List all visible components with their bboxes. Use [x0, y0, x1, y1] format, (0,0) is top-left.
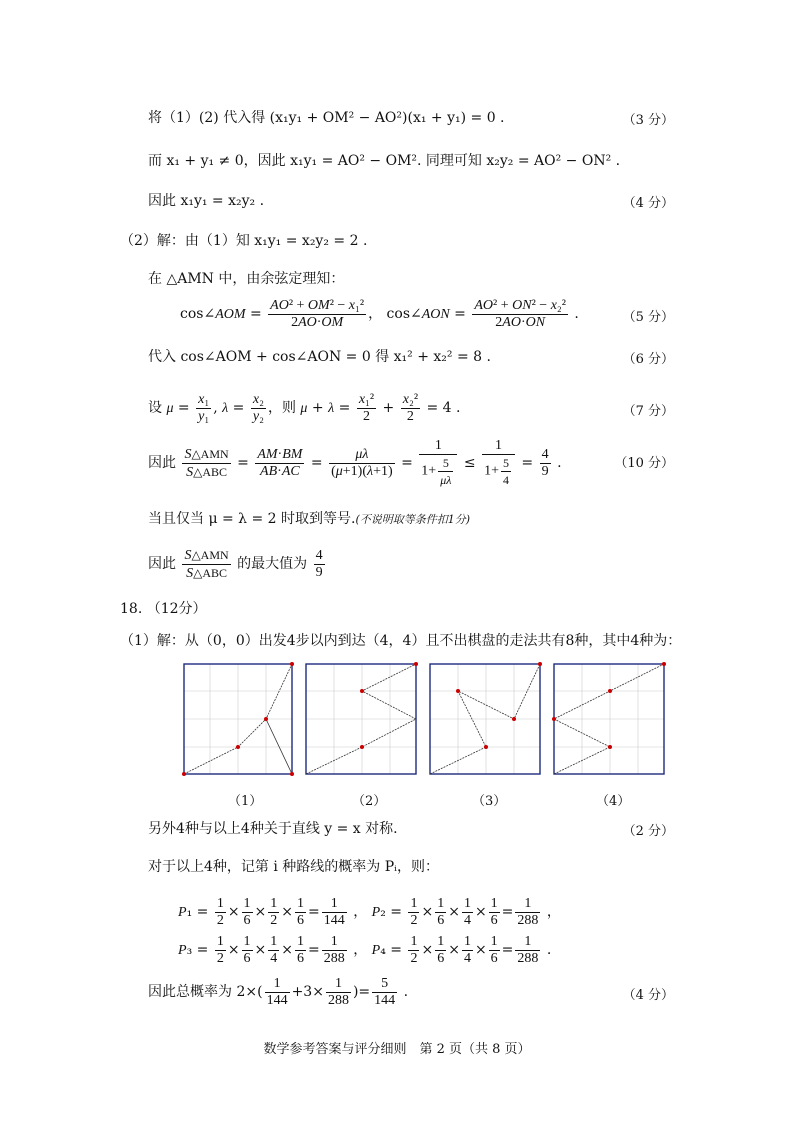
line-7: 代入 cos∠AOM + cos∠AON = 0 得 x₁² + x₂² = 8 . [148, 349, 491, 365]
caption-1: （1） [228, 794, 263, 809]
line-5: 在 △AMN 中，由余弦定理知： [148, 271, 345, 287]
total-probability: 因此总概率为 2×( $\frac{1}{144}$ +3× $\frac{1}{288}$ )= $\frac{5}{144}$ . [148, 975, 409, 1008]
line-1: 将（1）(2) 代入得 (x₁y₁ + OM² − AO²)(x₁ + y₁) = 0 . [148, 110, 505, 126]
line-4: （2）解：由（1）知 x₁y₁ = x₂y₂ = 2 . [120, 233, 368, 249]
score-7: （2 分） [622, 824, 674, 839]
line-11-mid: 的最大值为 [237, 556, 308, 572]
question-18-heading: 18. （12分） [120, 601, 207, 617]
p3-p4-formulas: P₃ = $\frac{1}{2}$ × $\frac{1}{6}$ × $\frac{1}{4}$ × $\frac{1}{6}$ = $\frac{1}{288}$ ， P₄ = $\frac{1}{2}$ × $\frac{1}{6}$ × $\frac{1}{4}$ × $\frac{1}{6}$ = $\frac{1}{288}$ . [178, 933, 552, 966]
total-prefix: 因此总概率为 [148, 984, 232, 1000]
probability-intro: 对于以上4种，记第 i 种路线的概率为 Pᵢ，则： [148, 859, 439, 875]
equality-text: 当且仅当 μ = λ = 2 时取到等号. [148, 511, 356, 527]
page-footer: 数学参考答案与评分细则 第 2 页（共 8 页） [263, 1042, 531, 1057]
caption-2: （2） [352, 794, 387, 809]
score-4: （6 分） [622, 352, 674, 367]
question-18-part1: （1）解：从（0，0）出发4步以内到达（4，4）且不出棋盘的走法共有8种，其中4种为： [120, 633, 682, 649]
score-1: （3 分） [622, 113, 674, 128]
equality-condition [148, 510, 470, 529]
route-diagram-3 [428, 662, 542, 776]
line-2: 而 x₁ + y₁ ≠ 0，因此 x₁y₁ = AO² − OM². 同理可知 x₂y₂ = AO² − ON² . [148, 153, 621, 169]
score-8: （4 分） [622, 988, 674, 1003]
score-6: （10 分） [614, 456, 674, 471]
line-11-prefix: 因此 [148, 556, 176, 572]
deduction-note: (不说明取等条件扣1分) [355, 513, 471, 526]
route-diagram-2 [304, 662, 418, 776]
line-9-prefix: 因此 [148, 455, 176, 471]
score-5: （7 分） [622, 404, 674, 419]
score-2: （4 分） [622, 196, 674, 211]
mu-lambda-def: 设 μ = $\frac{\text{x₁}}{\text{y₁}}$ , λ = $\frac{\text{x₂}}{\text{y₂}}$ ，则 μ + λ = $\frac{\text{x₁²}}{2}$ + $\frac{\text{x₂²}}{2}$ = 4 . [148, 391, 461, 424]
max-value-line: 因此 $\frac{\text{S△AMN}}{\text{S△ABC}}$ 的最大值为 $\frac{4}{9}$ [148, 547, 323, 581]
caption-4: （4） [596, 794, 631, 809]
route-diagram-4 [552, 662, 666, 776]
line-3: 因此 x₁y₁ = x₂y₂ . [148, 193, 265, 209]
symmetry-line: 另外4种与以上4种关于直线 y = x 对称. [148, 821, 398, 837]
score-3: （5 分） [622, 310, 674, 325]
area-ratio-bound: 因此 $\frac{\text{S△AMN}}{\text{S△ABC}}$ = $\frac{AM\cdot BM}{AB\cdot AC}$ = $\frac{\mu\lambda}{(\mu+1)(\lambda+1)}$ = 1 1+ $\frac{5}{\mu\lambda}$ ≤ 1 1+ $\frac{5}{4}$ = $\frac{4}{9}$ . [148, 438, 562, 487]
p1-p2-formulas: P₁ = $\frac{1}{2}$ × $\frac{1}{6}$ × $\frac{1}{2}$ × $\frac{1}{6}$ = $\frac{1}{144}$ ， P₂ = $\frac{1}{2}$ × $\frac{1}{6}$ × $\frac{1}{4}$ × $\frac{1}{6}$ = $\frac{1}{288}$ ， [178, 895, 561, 928]
caption-3: （3） [472, 794, 507, 809]
route-diagram-1 [182, 662, 294, 776]
cosine-formulas: cos∠AOM = $\frac{\text{AO² + OM² − x₁²}}{2AO\cdot OM}$ ， cos∠AON = $\frac{\text{AO² + ON² − x₂²}}{2AO\cdot ON}$ . [180, 297, 579, 330]
